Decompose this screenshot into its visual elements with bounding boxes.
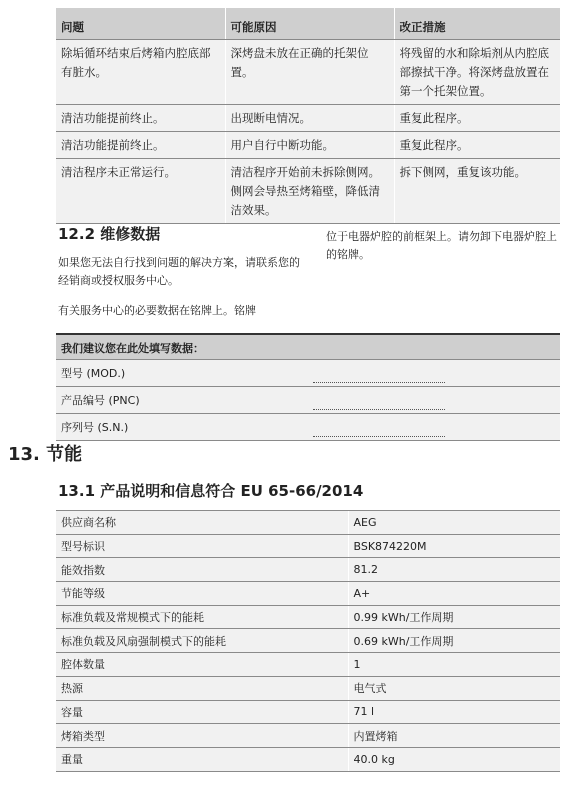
- info-label: 型号标识: [56, 534, 348, 558]
- energy-subheading: 13.1 产品说明和信息符合 EU 65-66/2014: [58, 482, 364, 500]
- table-row: [56, 724, 560, 748]
- field-value[interactable]: [308, 387, 560, 414]
- header-problem: 问题: [56, 8, 225, 40]
- solution-cell: 重复此程序。: [394, 105, 560, 132]
- product-info-table: [56, 510, 560, 772]
- maintenance-paragraph-continued: 位于电器炉腔的前框架上。请勿卸下电器炉腔上的铭牌。: [326, 230, 557, 261]
- table-row: [56, 700, 560, 724]
- header-cause: 可能原因: [225, 8, 394, 40]
- info-label: 标准负载及风扇强制模式下的能耗: [56, 629, 348, 653]
- info-value: 0.99 kWh/工作周期: [348, 605, 560, 629]
- problem-cell: 清洁功能提前终止。: [56, 105, 225, 132]
- solution-cell: 将残留的水和除垢剂从内腔底部擦拭干净。将深烤盘放置在第一个托架位置。: [394, 40, 560, 105]
- table-row: [56, 360, 560, 387]
- info-label: 烤箱类型: [56, 724, 348, 748]
- table-header-row: [56, 8, 560, 40]
- info-label: 能效指数: [56, 558, 348, 582]
- info-value: 1: [348, 653, 560, 677]
- table-row: [56, 605, 560, 629]
- info-value: 81.2: [348, 558, 560, 582]
- field-label: 型号 (MOD.): [56, 360, 308, 387]
- table-row: [56, 558, 560, 582]
- cause-cell: 深烤盘未放在正确的托架位置。: [225, 40, 394, 105]
- table-row: [56, 387, 560, 414]
- problem-cell: 清洁功能提前终止。: [56, 132, 225, 159]
- info-label: 热源: [56, 676, 348, 700]
- info-label: 容量: [56, 700, 348, 724]
- solution-cell: 重复此程序。: [394, 132, 560, 159]
- info-value: 内置烤箱: [348, 724, 560, 748]
- fill-in-line: [313, 400, 445, 410]
- info-value: 0.69 kWh/工作周期: [348, 629, 560, 653]
- fill-in-line: [313, 427, 445, 437]
- maintenance-paragraph: 如果您无法自行找到问题的解决方案，请联系您的经销商或授权服务中心。: [58, 256, 300, 287]
- energy-heading: 13. 节能: [8, 444, 83, 465]
- info-value: A+: [348, 582, 560, 606]
- info-value: BSK874220M: [348, 534, 560, 558]
- solution-cell: 拆下侧网，重复该功能。: [394, 159, 560, 224]
- info-value: 电气式: [348, 676, 560, 700]
- info-label: 重量: [56, 747, 348, 771]
- problem-cell: 清洁程序未正常运行。: [56, 159, 225, 224]
- info-value: 71 l: [348, 700, 560, 724]
- table-row: [56, 582, 560, 606]
- cause-cell: 出现断电情况。: [225, 105, 394, 132]
- info-label: 腔体数量: [56, 653, 348, 677]
- info-label: 节能等级: [56, 582, 348, 606]
- field-label: 产品编号 (PNC): [56, 387, 308, 414]
- troubleshooting-table: [56, 8, 560, 224]
- table-row: [56, 534, 560, 558]
- info-label: 标准负载及常规模式下的能耗: [56, 605, 348, 629]
- table-row: [56, 629, 560, 653]
- cause-cell: 清洁程序开始前未拆除侧网。侧网会导热至烤箱壁，降低清洁效果。: [225, 159, 394, 224]
- maintenance-heading: 12.2 维修数据: [58, 225, 161, 243]
- table-row: [56, 511, 560, 535]
- field-value[interactable]: [308, 414, 560, 441]
- service-data-table: [56, 333, 560, 441]
- table-row: [56, 747, 560, 771]
- info-label: 供应商名称: [56, 511, 348, 535]
- table-row: [56, 40, 560, 105]
- table-row: [56, 676, 560, 700]
- service-data-header: 我们建议您在此处填写数据：: [56, 334, 560, 360]
- table-row: [56, 414, 560, 441]
- header-solution: 改正措施: [394, 8, 560, 40]
- fill-in-line: [313, 373, 445, 383]
- info-value: AEG: [348, 511, 560, 535]
- maintenance-paragraph: 有关服务中心的必要数据在铭牌上。铭牌: [58, 304, 256, 317]
- cause-cell: 用户自行中断功能。: [225, 132, 394, 159]
- table-row: [56, 653, 560, 677]
- table-row: [56, 132, 560, 159]
- problem-cell: 除垢循环结束后烤箱内腔底部有脏水。: [56, 40, 225, 105]
- field-value[interactable]: [308, 360, 560, 387]
- info-value: 40.0 kg: [348, 747, 560, 771]
- field-label: 序列号 (S.N.): [56, 414, 308, 441]
- table-row: [56, 105, 560, 132]
- service-data-header-row: [56, 334, 560, 360]
- table-row: [56, 159, 560, 224]
